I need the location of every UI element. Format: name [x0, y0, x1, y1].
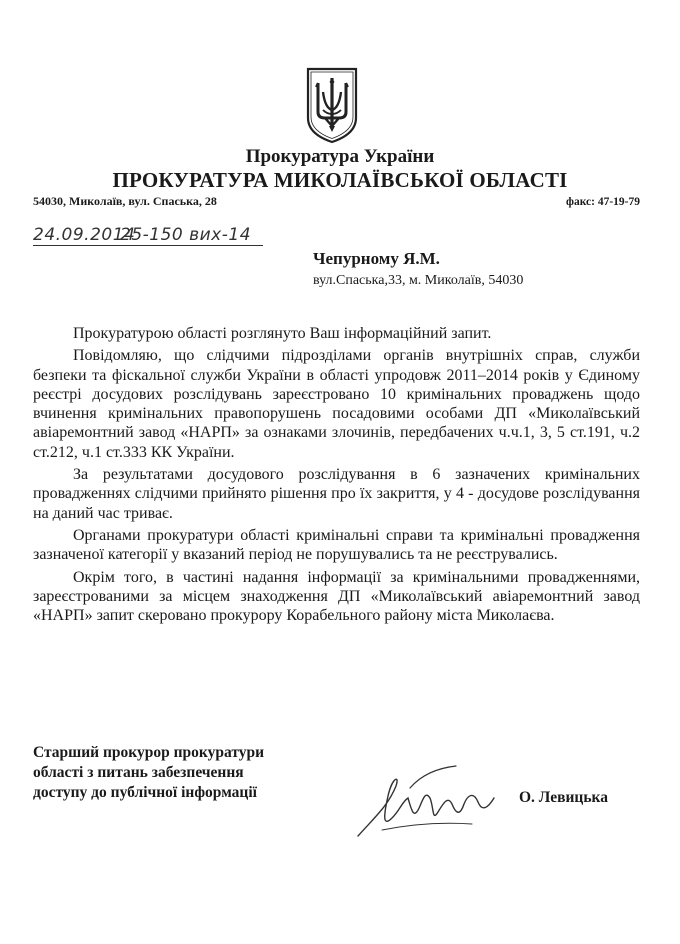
recipient-address: вул.Спаська,33, м. Миколаїв, 54030: [313, 273, 524, 288]
office-address: 54030, Миколаїв, вул. Спаська, 28: [33, 194, 217, 208]
body-paragraph: Окрім того, в частині надання інформації за кримінальними провадженнями, зареєстрованими за місцем знаходження ДП «Миколаївський авіаремонтний завод «НАРП» запит скеровано прокурору Корабельного району міста Миколаєва.: [33, 568, 640, 625]
signatory-title-line: доступу до публічної інформації: [33, 784, 257, 801]
regional-office-name: ПРОКУРАТУРА МИКОЛАЇВСЬКОЇ ОБЛАСТІ: [112, 168, 568, 192]
signatory-name: О. Левицька: [519, 789, 609, 806]
reference-underline: [33, 245, 263, 246]
body-paragraph: Прокуратурою області розглянуто Ваш інформаційний запит.: [73, 325, 492, 342]
signatory-title-line: області з питань забезпечення: [33, 764, 244, 781]
handwritten-signature: [352, 758, 502, 853]
body-paragraph: Повідомляю, що слідчими підрозділами органів внутрішніх справ, служби безпеки та фіскальної служби України в області упродовж 2011–2014 років у Єдиному реєстрі досудових розслідувань зареєстровано 10 кримінальних проваджень щодо вчинення кримінальних правопорушень посадовими особами ДП «Миколаївський авіаремонтний завод «НАРП» за ознаками злочинів, передбачених ч.ч.1, 3, 5 ст.191, ч.2 ст.212, ч.1 ст.333 КК України.: [33, 347, 640, 461]
body-paragraph: Органами прокуратури області кримінальні справи та кримінальні провадження зазначеної категорії у вказаний період не порушувались та не реєструвались.: [33, 526, 640, 564]
signatory-title: [33, 743, 264, 803]
trident-coat-of-arms-icon: [305, 66, 359, 144]
organization-name: Прокуратура України: [245, 146, 435, 167]
letter-body: [33, 324, 640, 628]
recipient-name: Чепурному Я.М.: [313, 249, 440, 268]
office-fax: факс: 47-19-79: [565, 196, 640, 208]
signatory-title-line: Старший прокурор прокуратури: [33, 744, 265, 761]
outgoing-number: 25-150 вих-14: [120, 225, 252, 245]
body-paragraph: За результатами досудового розслідування в 6 зазначених кримінальних провадженнях слідчими прийнято рішення про їх закриття, у 4 - досудове розслідування на даний час триває.: [33, 466, 640, 522]
outgoing-date: 24.09.2014: [33, 225, 136, 245]
